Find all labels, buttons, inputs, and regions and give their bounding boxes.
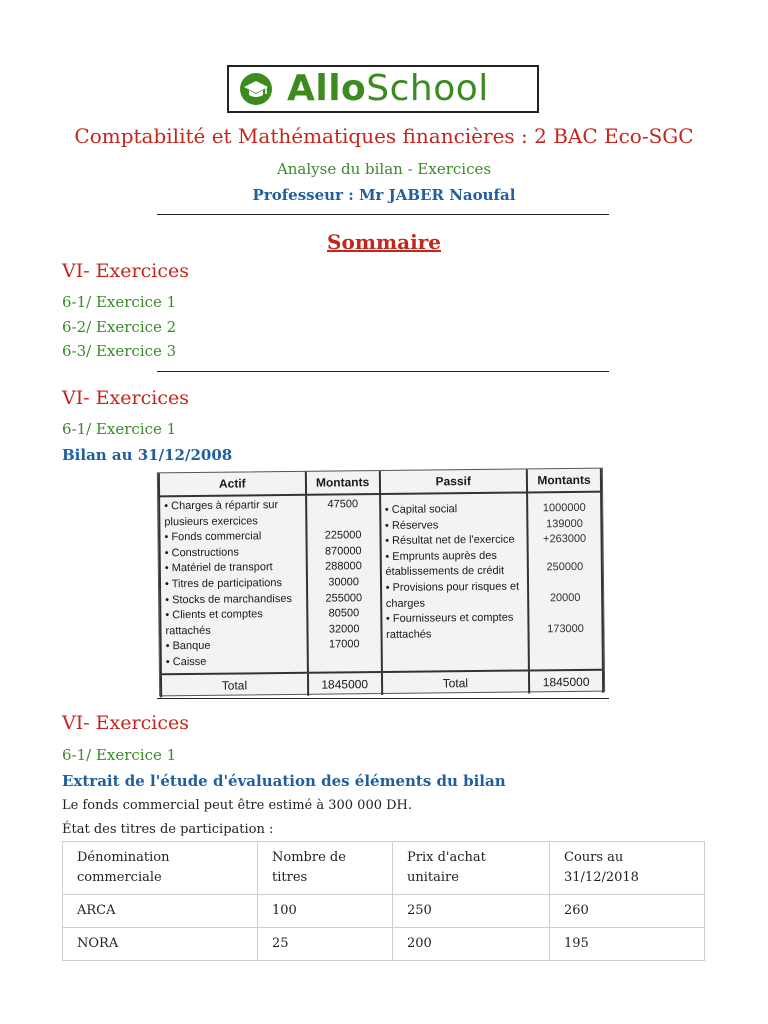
- passif-amounts: [527, 492, 603, 670]
- table-cell: NORA: [63, 928, 258, 961]
- sommaire-item-2[interactable]: 6-2/ Exercice 2: [62, 318, 177, 336]
- passif-amount: 250000: [546, 560, 584, 574]
- bilan-scan-table: [157, 468, 605, 697]
- actif-amount: 47500: [327, 498, 359, 511]
- section-heading: VI- Exercices: [62, 387, 189, 409]
- section-heading: VI- Exercices: [62, 712, 189, 734]
- table-cell: 100: [258, 895, 393, 928]
- table-cell: 200: [393, 928, 550, 961]
- passif-amount: 173000: [547, 622, 584, 636]
- passif-item: • Emprunts auprès des établissements de crédit: [385, 549, 505, 579]
- actif-item: • Stocks de marchandises: [165, 592, 292, 606]
- passif-amount: +263000: [542, 533, 587, 546]
- total-actif-value: 1845000: [308, 672, 382, 696]
- fonds-commercial-text: Le fonds commercial peut être estimé à 300 000 DH.: [62, 798, 413, 813]
- divider: [157, 214, 609, 215]
- bilan-title: Bilan au 31/12/2008: [62, 446, 233, 464]
- actif-amount: 255000: [325, 591, 363, 605]
- actif-item: • Charges à répartir sur plusieurs exercices: [164, 499, 279, 528]
- table-row: [63, 895, 705, 928]
- total-passif-value: 1845000: [529, 669, 603, 693]
- table-cell: ARCA: [63, 895, 258, 928]
- actif-amount: 288000: [325, 560, 362, 573]
- sommaire-section: VI- Exercices: [62, 260, 189, 282]
- alloschool-logo[interactable]: [227, 65, 539, 113]
- logo-wordmark: AlloSchool: [287, 68, 489, 109]
- divider: [157, 698, 609, 699]
- table-cell: 195: [550, 928, 705, 961]
- sommaire-heading: Sommaire: [327, 230, 441, 254]
- titres-table: [62, 841, 705, 961]
- table-cell: 25: [258, 928, 393, 961]
- actif-amount: 30000: [328, 576, 359, 589]
- actif-item: • Clients et comptes rattachés: [165, 608, 263, 638]
- titres-header: Dénomination commerciale: [63, 842, 258, 895]
- passif-item: • Résultat net de l'exercice: [385, 533, 515, 548]
- bilan-header-actif: Actif: [159, 472, 306, 497]
- sommaire-item-1[interactable]: 6-1/ Exercice 1: [62, 293, 177, 311]
- titres-header: Prix d'achat unitaire: [393, 842, 550, 895]
- passif-item: • Réserves: [384, 518, 439, 532]
- sommaire-item-3[interactable]: 6-3/ Exercice 3: [62, 342, 177, 360]
- actif-item: • Banque: [165, 640, 211, 653]
- total-label: Total: [382, 670, 530, 695]
- document-subtitle: Analyse du bilan - Exercices: [276, 160, 492, 178]
- actif-item: • Fonds commercial: [164, 530, 262, 544]
- actif-item: • Titres de participations: [164, 577, 283, 591]
- passif-list: [380, 492, 529, 671]
- extrait-title: Extrait de l'étude d'évaluation des éléments du bilan: [62, 772, 506, 790]
- passif-amount: 1000000: [542, 501, 586, 515]
- table-cell: 260: [550, 895, 705, 928]
- table-row: [63, 928, 705, 961]
- actif-amount: 17000: [328, 638, 360, 651]
- actif-item: • Caisse: [165, 655, 207, 669]
- table-cell: 250: [393, 895, 550, 928]
- divider: [157, 371, 609, 372]
- exercise-heading: 6-1/ Exercice 1: [62, 420, 177, 438]
- titres-header: Nombre de titres: [258, 842, 393, 895]
- actif-item: • Matériel de transport: [164, 561, 273, 575]
- actif-item: • Constructions: [164, 546, 239, 560]
- actif-amount: 32000: [328, 622, 360, 636]
- exercise-heading: 6-1/ Exercice 1: [62, 746, 177, 764]
- passif-amount: 139000: [546, 517, 583, 530]
- passif-item: • Fournisseurs et comptes rattachés: [385, 611, 514, 641]
- actif-amount: 225000: [324, 529, 362, 542]
- bilan-header-passif: Passif: [379, 469, 527, 494]
- passif-amount: 20000: [549, 591, 581, 605]
- professor-line: Professeur : Mr JABER Naoufal: [252, 186, 516, 204]
- passif-item: • Provisions pour risques et charges: [385, 580, 520, 610]
- bilan-header-montants: Montants: [527, 469, 601, 493]
- graduation-cap-icon: [239, 72, 273, 106]
- actif-list: [159, 495, 308, 674]
- actif-amount: 870000: [324, 544, 362, 558]
- bilan-header-montants: Montants: [306, 471, 380, 495]
- actif-amount: 80500: [328, 607, 360, 620]
- actif-amounts: [306, 494, 382, 672]
- titres-intro-text: État des titres de participation :: [62, 822, 274, 837]
- total-label: Total: [161, 672, 308, 697]
- passif-item: • Capital social: [384, 503, 458, 516]
- document-title: Comptabilité et Mathématiques financières : 2 BAC Eco-SGC: [74, 124, 694, 148]
- titres-header: Cours au 31/12/2018: [550, 842, 705, 895]
